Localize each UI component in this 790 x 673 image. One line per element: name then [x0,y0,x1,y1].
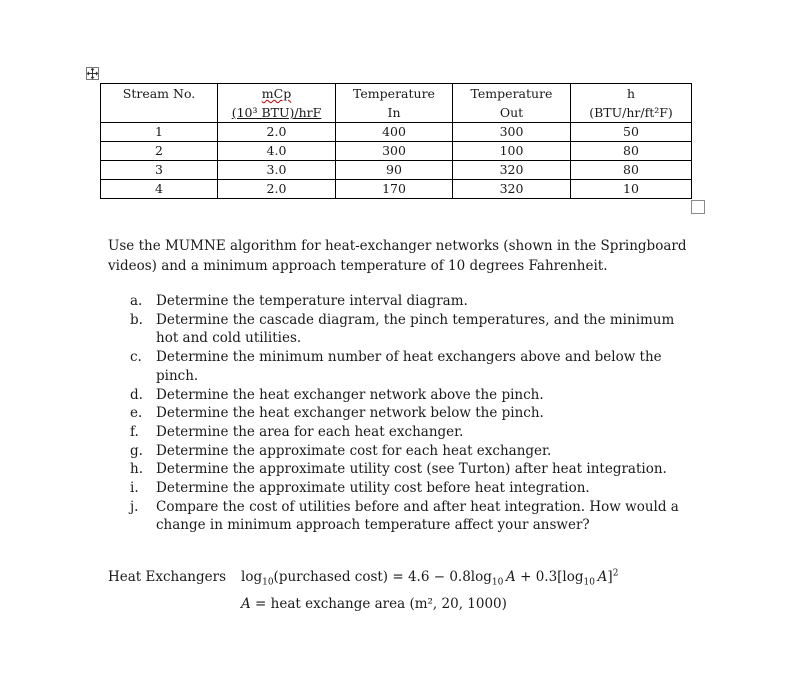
cell-temp-in: 90 [336,161,453,180]
header-text: mCp [261,86,292,101]
header-unit: In [387,105,401,120]
cell-stream: 2 [101,142,218,161]
list-item [130,404,690,423]
list-item-text: Determine the area for each heat exchanger. [156,423,464,440]
cell-temp-in: 300 [336,142,453,161]
list-item-text: Determine the cascade diagram, the pinch temperatures, and the minimum hot and cold utilities. [156,311,675,347]
cell-stream: 4 [101,180,218,199]
list-marker: h. [130,461,143,478]
list-item [130,386,690,405]
list-marker: c. [130,349,142,366]
move-arrows-icon [87,68,98,79]
list-marker: e. [130,405,143,422]
list-item-text: Determine the approximate cost for each heat exchanger. [156,442,552,459]
header-mcp [218,84,336,123]
header-temp-in [336,84,453,123]
list-item [130,460,690,479]
table-resize-handle[interactable] [691,200,705,214]
cost-formula [108,562,728,615]
cell-mcp: 3.0 [218,161,336,180]
task-list [130,292,690,535]
list-item-text: Compare the cost of utilities before and after heat integration. How would a change in minimum approach temperature affect your answer? [156,498,679,534]
table-row [101,123,692,142]
list-item-text: Determine the heat exchanger network below the pinch. [156,405,544,422]
header-h [571,84,692,123]
cell-h: 80 [571,161,692,180]
header-text: Stream No. [122,86,196,101]
formula-line-2 [108,593,728,615]
table-header-row [101,84,692,123]
list-item-text: Determine the approximate utility cost before heat integration. [156,480,590,497]
cell-stream: 1 [101,123,218,142]
header-stream-no [101,84,218,123]
cell-h: 50 [571,123,692,142]
list-marker: g. [130,442,143,459]
list-item [130,442,690,461]
purchased-cost-text: (purchased cost) = 4.6 − 0.8log [273,568,492,585]
list-item-text: Determine the temperature interval diagram. [156,293,468,309]
cell-temp-out: 320 [453,180,571,199]
formula-line-1 [108,562,728,593]
list-item [130,479,690,498]
cell-temp-out: 100 [453,142,571,161]
list-item [130,292,690,311]
intro-paragraph: Use the MUMNE algorithm for heat-exchanger networks (shown in the Springboard videos) and a minimum approach temperature of 10 degrees Fahrenheit. [108,238,687,274]
area-variable: A [597,568,608,585]
header-unit: (10³ BTU)/hrF [231,105,322,120]
list-marker: j. [130,498,139,515]
plus-term: + 0.3[log [515,568,584,585]
cell-stream: 3 [101,161,218,180]
formula-equation [241,568,619,588]
log-text: log [241,568,263,585]
list-marker: d. [130,386,143,403]
area-variable: A [506,568,516,585]
cell-temp-out: 320 [453,161,571,180]
list-item [130,348,690,385]
list-item-text: Determine the heat exchanger network above the pinch. [156,386,544,403]
cell-temp-out: 300 [453,123,571,142]
list-item-text: Determine the approximate utility cost (see Turton) after heat integration. [156,461,667,478]
cell-h: 10 [571,180,692,199]
header-unit: (BTU/hr/ft²F) [589,105,673,120]
list-item [130,498,690,535]
log-base: 10 [491,577,504,588]
exponent: 2 [612,568,619,578]
list-marker: f. [130,423,139,440]
list-item-text: Determine the minimum number of heat exchangers above and below the pinch. [156,349,662,384]
table-move-handle[interactable] [86,67,99,80]
log-base: 10 [262,577,274,588]
table-row [101,180,692,199]
area-variable: A [241,596,251,613]
list-marker: a. [130,293,143,309]
formula-label: Heat Exchangers [108,568,227,585]
list-marker: i. [130,480,139,497]
list-marker: b. [130,311,143,328]
cell-temp-in: 170 [336,180,453,199]
cell-h: 80 [571,142,692,161]
table-row [101,142,692,161]
cell-temp-in: 400 [336,123,453,142]
cell-mcp: 4.0 [218,142,336,161]
area-definition: = heat exchange area (m², 20, 1000) [250,596,507,613]
header-text: Temperature [470,86,553,101]
log-base: 10 [583,577,595,588]
close-bracket: ] [607,568,613,585]
stream-data-table [100,83,692,199]
cell-mcp: 2.0 [218,123,336,142]
header-text: Temperature [353,86,435,101]
table-row [101,161,692,180]
header-temp-out [453,84,571,123]
list-item [130,311,690,348]
cell-mcp: 2.0 [218,180,336,199]
header-text: h [626,86,636,101]
header-unit: Out [499,105,524,120]
list-item [130,423,690,442]
